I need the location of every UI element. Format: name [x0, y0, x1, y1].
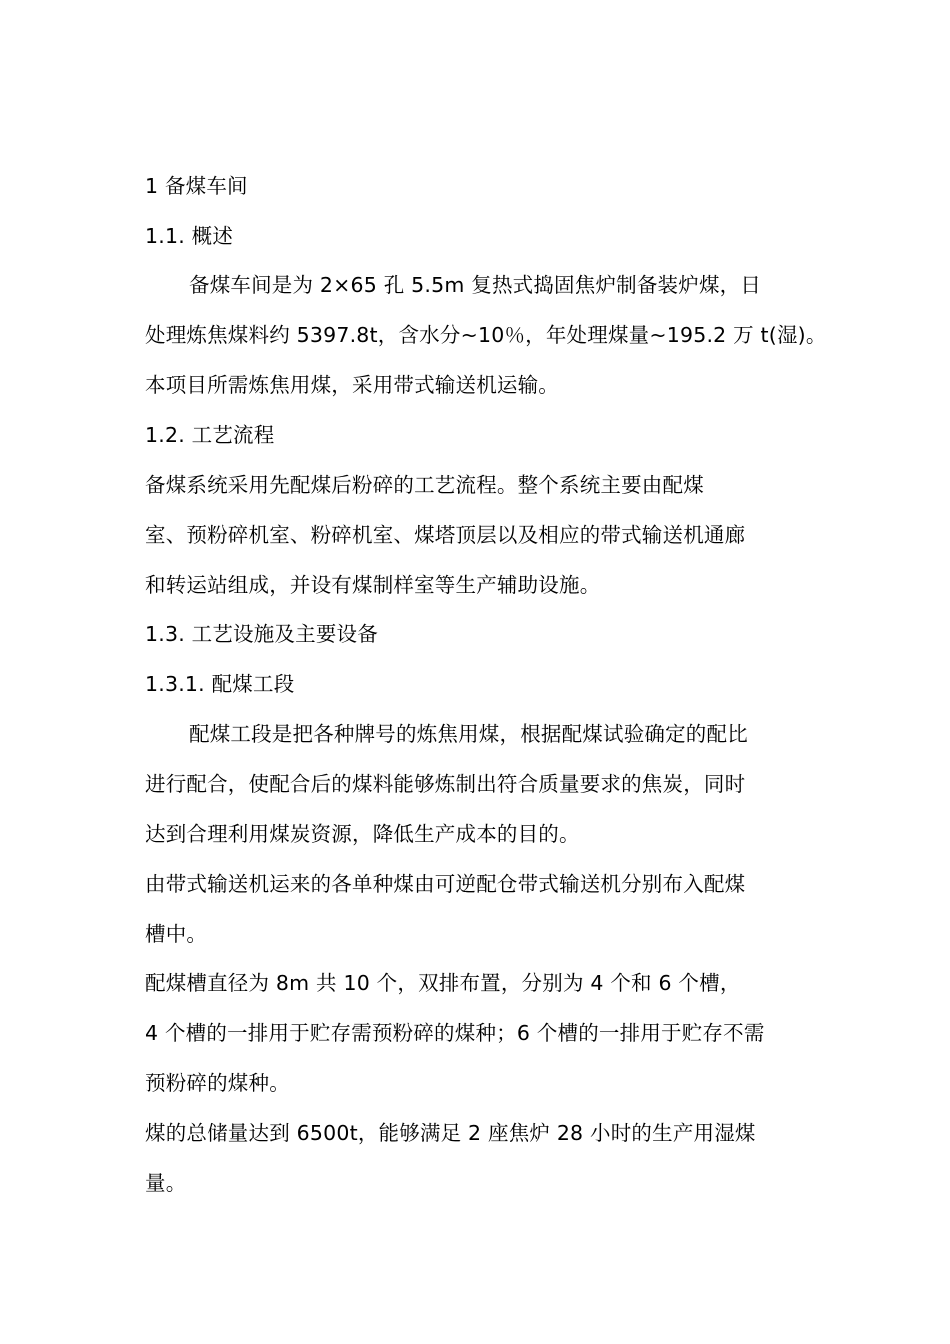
paragraph-line: 槽中。	[145, 922, 208, 946]
section-heading-1-3-1: 1.3.1. 配煤工段	[145, 672, 295, 696]
paragraph-line: 本项目所需炼焦用煤，采用带式输送机运输。	[145, 373, 559, 397]
paragraph-line: 达到合理利用煤炭资源，降低生产成本的目的。	[145, 822, 580, 846]
paragraph-line: 备煤系统采用先配煤后粉碎的工艺流程。整个系统主要由配煤	[145, 473, 704, 497]
paragraph-line: 备煤车间是为 2×65 孔 5.5m 复热式捣固焦炉制备装炉煤，日	[189, 273, 762, 297]
paragraph-line: 处理炼焦煤料约 5397.8t，含水分~10％，年处理煤量~195.2 万 t(湿)。	[145, 323, 827, 347]
section-heading-1-3: 1.3. 工艺设施及主要设备	[145, 622, 378, 646]
paragraph-line: 预粉碎的煤种。	[145, 1071, 290, 1095]
paragraph-line: 进行配合，使配合后的煤料能够炼制出符合质量要求的焦炭，同时	[145, 772, 746, 796]
paragraph-line: 配煤工段是把各种牌号的炼焦用煤，根据配煤试验确定的配比	[189, 722, 748, 746]
section-heading-1: 1 备煤车间	[145, 174, 248, 198]
paragraph-line: 煤的总储量达到 6500t，能够满足 2 座焦炉 28 小时的生产用湿煤	[145, 1121, 756, 1145]
paragraph-line: 由带式输送机运来的各单种煤由可逆配仓带式输送机分别布入配煤	[145, 872, 746, 896]
paragraph-line: 量。	[145, 1171, 187, 1195]
paragraph-line: 室、预粉碎机室、粉碎机室、煤塔顶层以及相应的带式输送机通廊	[145, 523, 746, 547]
paragraph-line: 4 个槽的一排用于贮存需预粉碎的煤种；6 个槽的一排用于贮存不需	[145, 1021, 765, 1045]
section-heading-1-2: 1.2. 工艺流程	[145, 423, 275, 447]
paragraph-line: 和转运站组成，并设有煤制样室等生产辅助设施。	[145, 573, 601, 597]
section-heading-1-1: 1.1. 概述	[145, 224, 234, 248]
paragraph-line: 配煤槽直径为 8m 共 10 个，双排布置，分别为 4 个和 6 个槽，	[145, 971, 741, 995]
